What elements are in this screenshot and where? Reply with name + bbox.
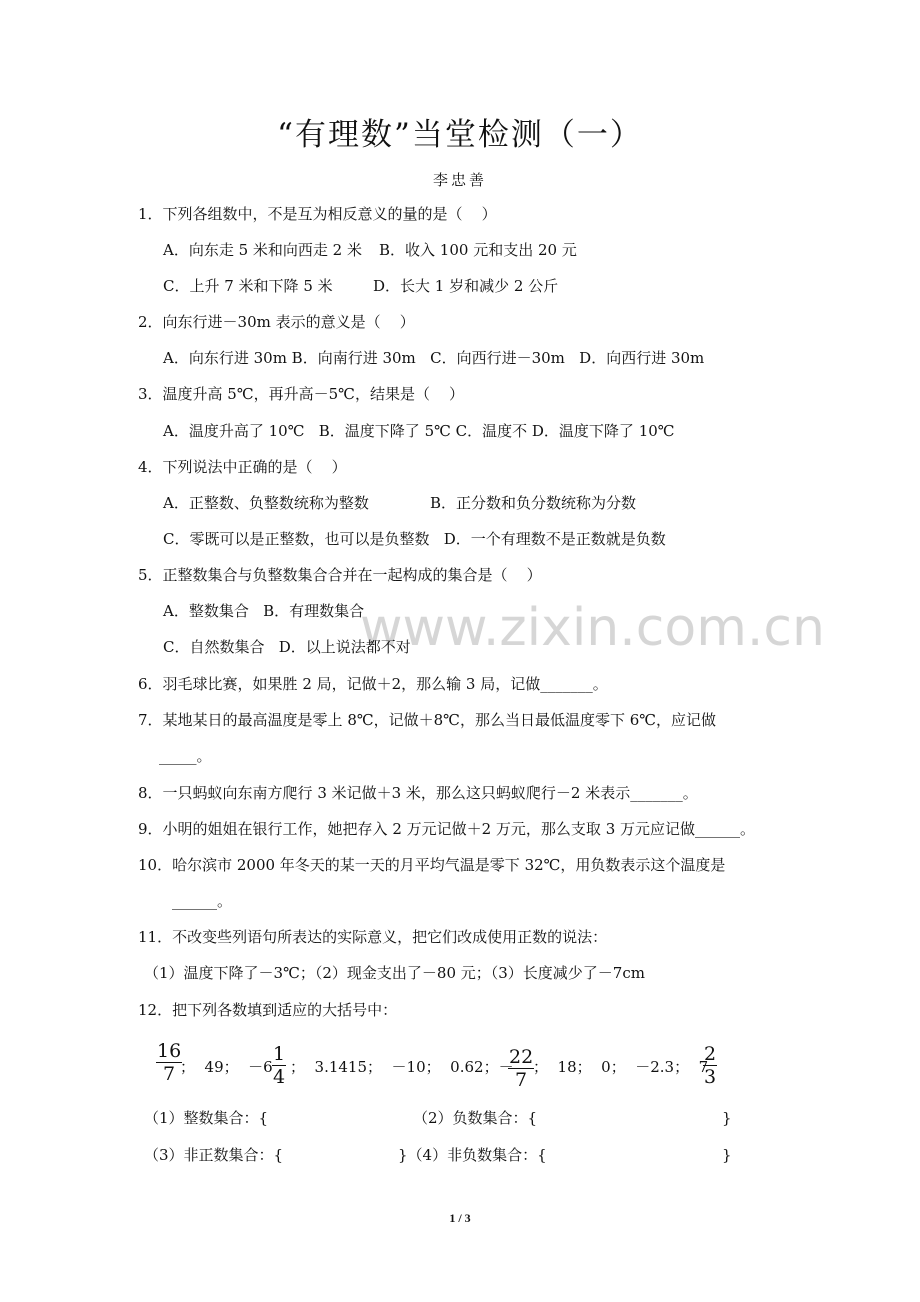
q2-options: A．向东行进 30m B．向南行进 30m C．向西行进－30m D．向西行进 30m — [163, 349, 705, 367]
q10-stem: 10．哈尔滨市 2000 年冬天的某一天的月平均气温是零下 32℃，用负数表示这个温度是 — [138, 856, 726, 874]
number-list-segment: ； 3.1415； －10； 0.62；－ — [290, 1058, 514, 1076]
fraction-denominator: 7 — [163, 1063, 176, 1085]
q11-items: （1）温度下降了－3℃；（2）现金支出了－80 元；（3）长度减少了－7cm — [144, 964, 645, 982]
fraction-denominator: 4 — [273, 1066, 286, 1088]
fraction-numerator: 1 — [273, 1043, 286, 1065]
q7-blank: _____。 — [159, 747, 212, 765]
q4-option-b: B．正分数和负分数统称为分数 — [430, 494, 637, 512]
q4-option-a: A．正整数、负整数统称为整数 — [163, 494, 369, 512]
fraction-denominator: 7 — [515, 1069, 528, 1091]
q11-stem: 11．不改变些列语句所表达的实际意义，把它们改成使用正数的说法： — [138, 928, 608, 946]
non-negative-set-label: }（4）非负数集合：{ — [398, 1146, 547, 1164]
q1-option-d: D．长大 1 岁和减少 2 公斤 — [373, 277, 559, 295]
q1-option-c: C．上升 7 米和下降 5 米 — [163, 277, 333, 295]
q6-stem: 6．羽毛球比赛，如果胜 2 局，记做＋2，那么输 3 局，记做_______。 — [138, 675, 608, 693]
q4-options-cd: C．零既可以是正整数，也可以是负整数 D．一个有理数不是正数就是负数 — [163, 530, 666, 548]
q7-stem: 7．某地某日的最高温度是零上 8℃，记做＋8℃，那么当日最低温度零下 6℃，应记做 — [138, 711, 717, 729]
q1-option-b: B．收入 100 元和支出 20 元 — [379, 241, 577, 259]
non-negative-set-close: } — [722, 1146, 732, 1164]
fraction-1-4 — [272, 1043, 286, 1088]
number-list-segment: ； 49； －6 — [180, 1058, 273, 1076]
fraction-denominator: 3 — [704, 1066, 717, 1088]
fraction-numerator: 16 — [157, 1040, 182, 1062]
q8-stem: 8．一只蚂蚁向东南方爬行 3 米记做＋3 米，那么这只蚂蚁爬行－2 米表示_______。 — [138, 784, 698, 802]
non-positive-set-label: （3）非正数集合：{ — [144, 1146, 284, 1164]
q10-blank: ______。 — [172, 892, 233, 910]
q5-options-ab: A．整数集合 B．有理数集合 — [163, 602, 365, 620]
number-list-segment: ； 18； 0； －2.3； 7 — [533, 1058, 709, 1076]
fraction-16-7 — [156, 1040, 182, 1085]
q12-stem: 12．把下列各数填到适应的大括号中： — [138, 1001, 398, 1019]
q3-stem: 3．温度升高 5℃，再升高－5℃，结果是（ ） — [138, 385, 465, 403]
author: 李忠善 — [432, 171, 487, 189]
integer-set-label: （1）整数集合：{ — [144, 1109, 269, 1127]
q3-options: A．温度升高了 10℃ B．温度下降了 5℃ C．温度不 D．温度下降了 10℃ — [163, 422, 675, 440]
q9-stem: 9．小明的姐姐在银行工作，她把存入 2 万元记做＋2 万元，那么支取 3 万元应记做______。 — [138, 820, 756, 838]
page-title: “有理数”当堂检测（一） — [277, 117, 643, 153]
negative-set-close: } — [722, 1109, 732, 1127]
negative-set-label: （2）负数集合：{ — [413, 1109, 538, 1127]
page-number: 1 / 3 — [449, 1211, 471, 1225]
q5-options-cd: C．自然数集合 D．以上说法都不对 — [163, 638, 411, 656]
q1-option-a: A．向东走 5 米和向西走 2 米 — [163, 241, 362, 259]
fraction-numerator: 2 — [704, 1043, 717, 1065]
q2-stem: 2．向东行进－30m 表示的意义是（ ） — [138, 313, 415, 331]
fraction-2-3 — [703, 1043, 717, 1088]
fraction-numerator: 22 — [509, 1046, 534, 1068]
watermark: www.zixin.com.cn — [360, 598, 825, 658]
q1-stem: 1．下列各组数中，不是互为相反意义的量的是（ ） — [138, 205, 497, 223]
fraction-22-7 — [508, 1046, 534, 1091]
q5-stem: 5．正整数集合与负整数集合合并在一起构成的集合是（ ） — [138, 566, 542, 584]
q4-stem: 4．下列说法中正确的是（ ） — [138, 458, 347, 476]
